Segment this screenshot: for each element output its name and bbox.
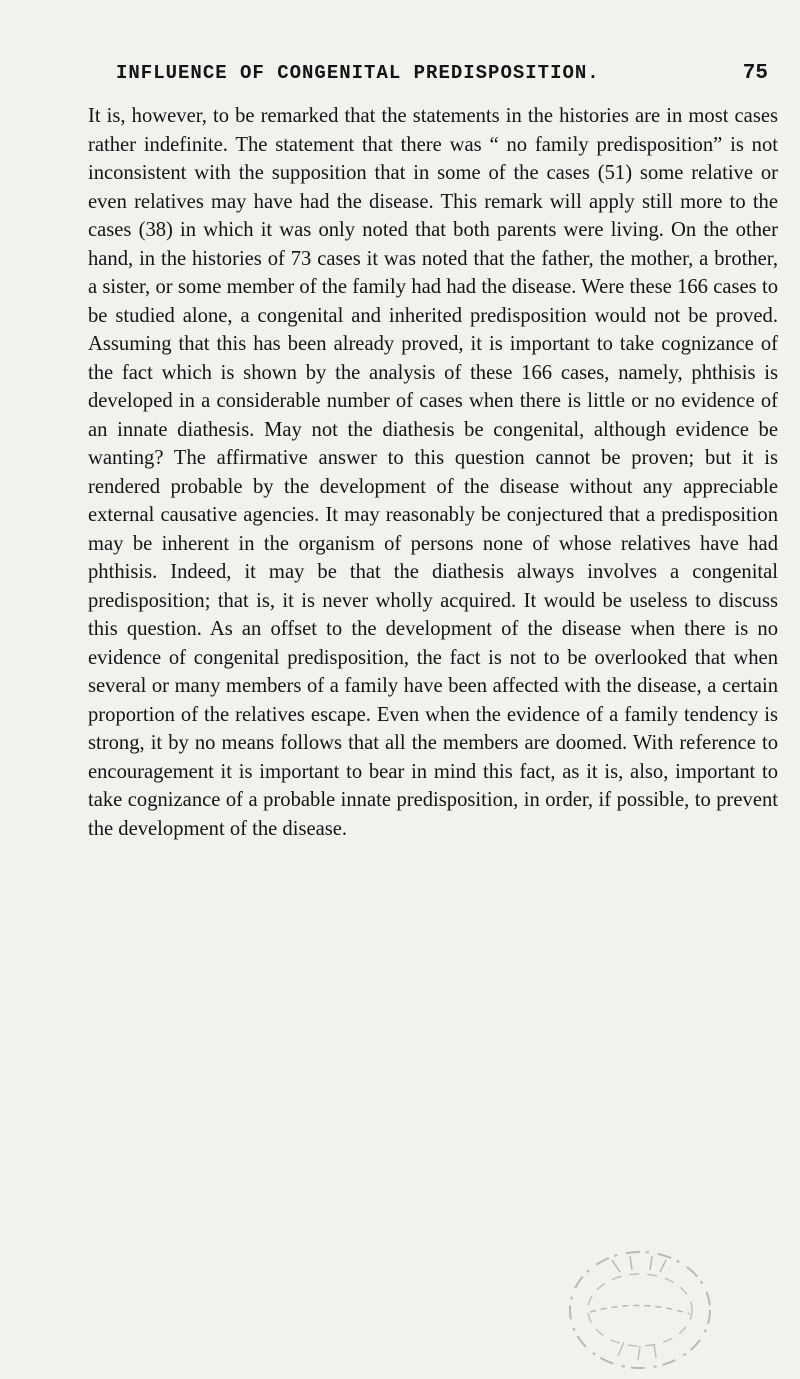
library-stamp-icon [560, 1238, 720, 1374]
body-paragraph: It is, however, to be remarked that the statements in the histories are in most cases rather indefinite. The statement that there was “ no family predisposition” is not inconsistent with the supposition that in some of the cases (51) some relative or even relatives may have had the disease. This remark will apply still more to the cases (38) in which it was only noted that both parents were living. On the other hand, in the histories of 73 cases it was noted that the father, the mother, a brother, a sister, or some member of the family had had the disease. Were these 166 cases to be studied alone, a congenital and inherited predisposition would not be proved. Assuming that this has been already proved, it is important to take cognizance of the fact which is shown by the analysis of these 166 cases, namely, phthisis is developed in a considerable number of cases when there is little or no evidence of an innate diathesis. May not the diathesis be congenital, although evidence be wanting? The affirmative answer to this question cannot be proven; but it is rendered probable by the development of the disease without any appreciable external causative agencies. It may reasonably be conjectured that a predisposition may be inherent in the organism of persons none of whose relatives have had phthisis. Indeed, it may be that the diathesis always involves a congenital predisposition; that is, it is never wholly acquired. It would be useless to discuss this question. As an offset to the development of the disease when there is no evidence of congenital predisposition, the fact is not to be overlooked that when several or many members of a family have been affected with the disease, a certain proportion of the relatives escape. Even when the evidence of a family tendency is strong, it by no means follows that all the members are doomed. With reference to encouragement it is important to bear in mind this fact, as it is, also, important to take cognizance of a probable innate predisposition, in order, if possible, to prevent the development of the disease. [88, 105, 778, 840]
running-head [40, 62, 768, 92]
running-title: INFLUENCE OF CONGENITAL PREDISPOSITION. [116, 62, 600, 84]
page-number: 75 [742, 62, 768, 85]
